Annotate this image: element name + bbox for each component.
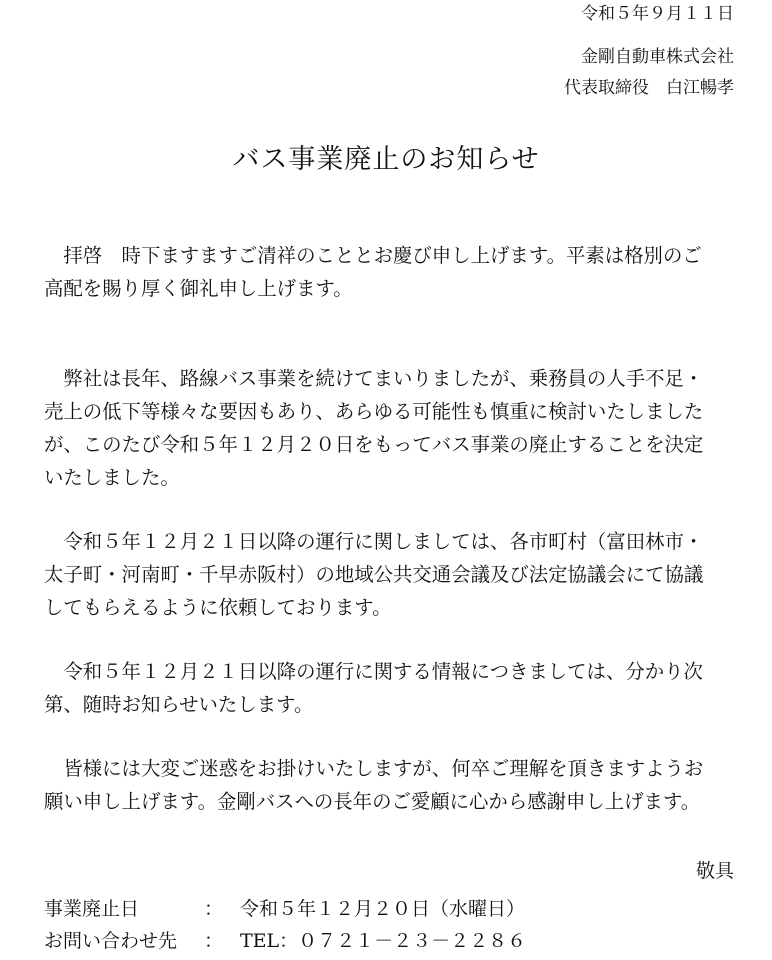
company-name: 金剛自動車株式会社 [581,47,734,67]
representative-name: 代表取締役 白江暢孝 [564,78,734,98]
paragraph-announcement [44,362,744,494]
paragraph-information [44,655,744,721]
paragraph-line: 令和５年１２月２１日以降の運行に関しましては、各市町村（富田林市・ [44,530,704,553]
paragraph-line: いたしました。 [44,466,180,489]
paragraph-line: 第、随時お知らせいたします。 [44,693,314,716]
contact-row [44,926,744,956]
end-date-value: 令和５年１２月２０日（水曜日） [240,898,526,920]
contact-separator: ： [204,930,224,952]
paragraph-line: 拝啓 時下ますますご清祥のこととお慶び申し上げます。平素は格別のご [44,244,702,267]
paragraph-future-operation [44,525,744,624]
paragraph-line: 願い申し上げます。金剛バスへの長年のご愛顧に心から感謝申し上げます。 [44,790,701,813]
paragraph-line: 高配を賜り厚く御礼申し上げます。 [44,277,353,300]
notice-date: 令和５年９月１１日 [581,4,734,24]
document-title: バス事業廃止のお知らせ [232,144,540,175]
paragraph-line: 弊社は長年、路線バス事業を続けてまいりましたが、乗務員の人手不足・ [44,367,704,390]
closing-word: 敬具 [695,860,734,882]
paragraph-line: 皆様には大変ご迷惑をお掛けいたしますが、何卒ご理解を頂きますようお [44,757,704,780]
paragraph-greeting [44,239,744,305]
paragraph-line: が、このたび令和５年１２月２０日をもってバス事業の廃止することを決定 [44,433,704,456]
paragraph-line: 令和５年１２月２１日以降の運行に関する情報につきましては、分かり次 [44,660,703,683]
paragraph-line: 売上の低下等様々な要因もあり、あらゆる可能性も慎重に検討いたしました [44,400,704,423]
end-date-row [44,894,744,924]
end-date-separator: ： [204,898,224,920]
contact-phone: TEL：０７２１－２３－２２８６ [240,930,527,952]
paragraph-line: してもらえるように依頼しております。 [44,596,392,619]
end-date-label: 事業廃止日 [44,898,140,920]
paragraph-line: 太子町・河南町・千早赤阪村）の地域公共交通会議及び法定協議会にて協議 [44,563,704,586]
paragraph-apology [44,752,744,818]
contact-label: お問い合わせ先 [44,930,178,952]
